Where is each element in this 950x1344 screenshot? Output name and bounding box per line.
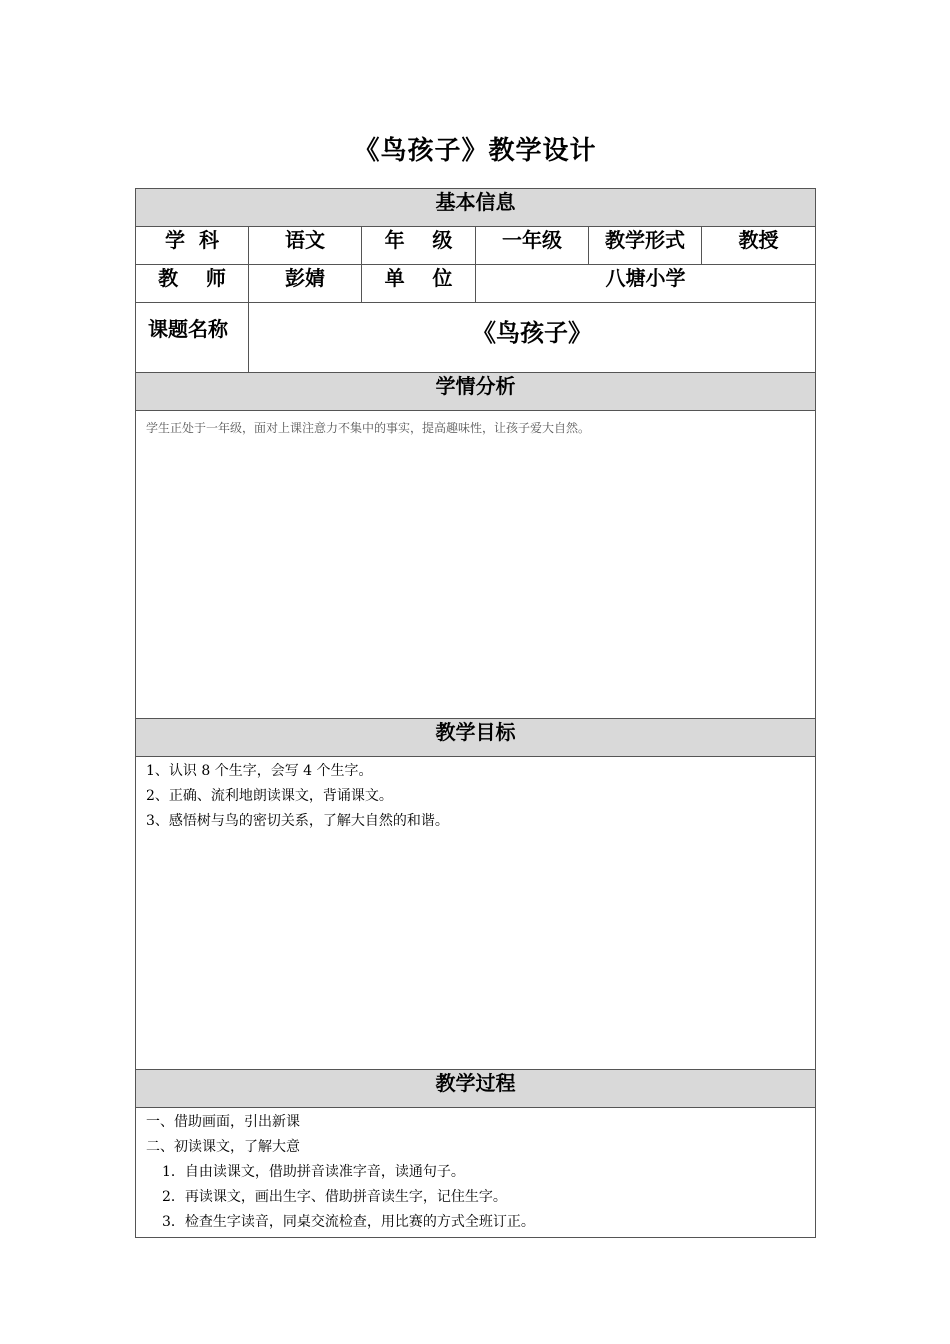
goals-body	[136, 757, 816, 1070]
topic-value: 《鸟孩子》	[249, 303, 816, 373]
analysis-body	[136, 411, 816, 719]
goal-item: 1、认识 8 个生字，会写 4 个生字。	[146, 763, 373, 779]
subject-value: 语文	[249, 227, 362, 265]
goal-item: 2、正确、流利地朗读课文，背诵课文。	[146, 788, 393, 804]
teacher-label: 教 师	[136, 265, 249, 303]
process-header: 教学过程	[136, 1070, 816, 1108]
unit-label: 单 位	[362, 265, 476, 303]
teaching-form-label: 教学形式	[589, 227, 702, 265]
analysis-header: 学情分析	[136, 373, 816, 411]
process-item: 二、初读课文，了解大意	[146, 1139, 300, 1155]
process-subitem: 3．检查生字读音，同桌交流检查，用比赛的方式全班订正。	[162, 1214, 535, 1230]
subject-label: 学 科	[136, 227, 249, 265]
document-title: 《鸟孩子》教学设计	[353, 136, 597, 166]
grade-label: 年 级	[362, 227, 476, 265]
unit-value: 八塘小学	[476, 265, 816, 303]
lesson-plan-table	[135, 188, 816, 1238]
teaching-form-value: 教授	[702, 227, 816, 265]
process-subitem: 2．再读课文，画出生字、借助拼音读生字，记住生字。	[162, 1189, 507, 1205]
grade-value: 一年级	[476, 227, 589, 265]
goal-item: 3、感悟树与鸟的密切关系，了解大自然的和谐。	[146, 813, 449, 829]
process-body	[136, 1108, 816, 1238]
basic-info-header: 基本信息	[136, 189, 816, 227]
teacher-value: 彭婧	[249, 265, 362, 303]
process-item: 一、借助画面，引出新课	[146, 1114, 300, 1130]
process-subitem: 1．自由读课文，借助拼音读准字音，读通句子。	[162, 1164, 465, 1180]
analysis-text: 学生正处于一年级，面对上课注意力不集中的事实，提高趣味性，让孩子爱大自然。	[146, 421, 591, 435]
goals-header: 教学目标	[136, 719, 816, 757]
topic-label: 课题名称	[136, 303, 249, 373]
